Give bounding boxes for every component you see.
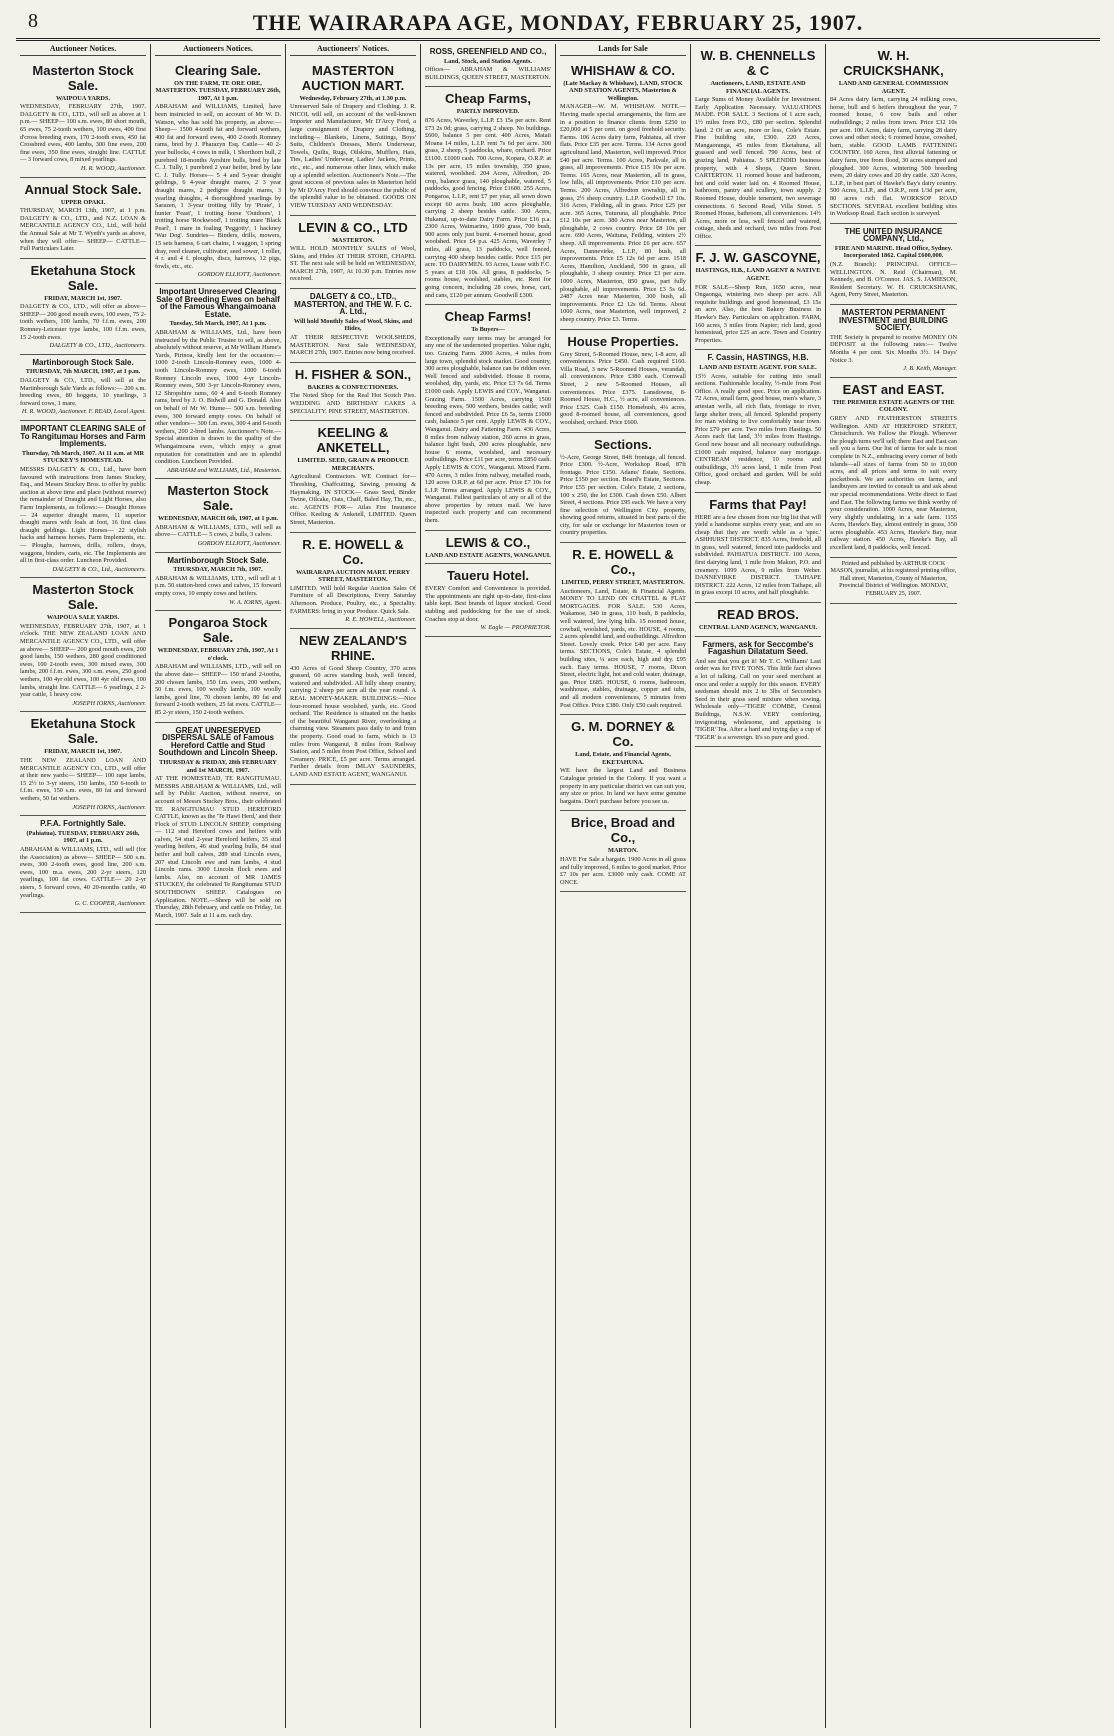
ad-body: THE Society is prepared to receive MONEY ON DEPOSIT at the following rates:— Twelve Months 4 per cent. Six Months 3½. 14 Days' Notice 3. bbox=[830, 333, 957, 364]
ad-body: 876 Acres, Waverley, L.I.P. £3 15s per acre. Rent £73 2s 0d; grass, carrying 2 sheep. No buildings. £600, balance 5 per cent. 400 Acres, Mataii Moana 14 miles, L.I.P. rent 7s 6d per acre. 300 grass, 2 sheep, 5 paddocks, whare, orchard. Price £1100. £1000 cash. 700 Acres, Kopara, O.R.P. at 13s per acre, 15 miles township, 350 grass, watered, woolshed. 204 Acres, Alfredton, 20-crop, balance grass, 140 ploughable, watered, 5 paddocks, good fencing. Price £1600. 255 Acres, Pongaroa, L.I.P., rent £7 per year, all sown down except 60 acres bush; 180 acres ploughable, carrying 2 sheep besides cattle. 300 Acres, Hukanui, up-to-date Dairy Farm. Price £16 p.a. 2300 Acres, Waimarino, 1600 grass, 700 bush, 900 acres only just burnt. 4-roomed house, good woolshed. Price £4 p.a. 425 Acres, Waverley 7 miles, all grass, 13 paddocks, well fenced, carrying 400 sheep besides cattle. Price £15 per acre. TO DAIRYMEN. 93 Acres, Lease with F.C. 5 years at £18 10s. All grass, 8 paddocks, 5-rooms house, woolshed, stables, etc. Rent for going concern, including 28 cows, horse, cart, and cans, £120 per annum. Goodwill £300. bbox=[425, 116, 551, 299]
ad-subtitle: HASTINGS, H.B., LAND AGENT & NATIVE AGENT. bbox=[695, 267, 821, 283]
ad-subtitle: WAIPOUA SALE YARDS. bbox=[46, 614, 120, 622]
ad-title: DALGETY & CO., LTD., MASTERTON, and THE W. F. C. A. Ltd., bbox=[294, 292, 412, 317]
column-header: Auctioneers' Notices. bbox=[290, 44, 416, 56]
advertisement bbox=[20, 421, 146, 578]
ad-body: GREY AND FEATHERSTON STREETS Wellington. AND AT HEREFORD STREET, Christchurch. We Follow the Plough. Wherever the plough turns we'll sell; there East and East can sell you a farm. Our list of farms for sale is most complete in N.Z., embracing every corner of both islands—all sizes of farms from 50 to 10,000 acres, and all prices and terms to suit every pocketbook. We are authorities on farms, and landbuyers are invited to consult us and ask about our special recommendations. Write direct to East and East. The following farms we think worthy of your consideration. 1000 Acres, near Masterton, very slightly undulating, in a safe farm. 1155 Acres, Hawke's Bay, almost entirely in grass, 350 acres ploughable. 453 Acres, Hawke's Bay, near railway station. 450 Acres, Hawke's Bay, all excellent land, 8 paddocks, well fenced. bbox=[830, 414, 957, 552]
newspaper-title: THE WAIRARAPA AGE, MONDAY, FEBRUARY 25, 1907. bbox=[252, 10, 864, 35]
ad-subtitle: WAIRARAPA AUCTION MART. PERRY STREET, MASTERTON. bbox=[295, 568, 411, 584]
advertisement bbox=[425, 305, 551, 530]
ad-body: LIMITED. Will hold Regular Auction Sales Of Furniture of all Descriptions, Every Saturday Afternoon. Produce, Poultry, etc., a Speciality. FARMERS: bring in your Produce. Quick Sale. bbox=[290, 584, 416, 615]
ad-title: Farms that Pay! bbox=[709, 496, 807, 512]
ad-title: House Properties. bbox=[567, 333, 679, 349]
advertisement bbox=[290, 629, 416, 785]
ad-body: AT THEIR RESPECTIVE WOOLSHEDS, MASTERTON. Next Sale WEDNESDAY, MARCH 27th, 1907. Entries now being received. bbox=[290, 334, 416, 357]
advertisement bbox=[695, 493, 821, 604]
ad-subtitle: THURSDAY, MARCH 7th, 1907. bbox=[173, 566, 263, 574]
advertisement bbox=[830, 305, 957, 378]
advertisement bbox=[830, 378, 957, 558]
ad-title: G. M. DORNEY & Co. bbox=[571, 719, 675, 750]
ad-subtitle: LAND AND ESTATE AGENT. FOR SALE. bbox=[699, 364, 817, 371]
ad-subtitle: FRIDAY, MARCH 1st, 1907. bbox=[44, 748, 122, 756]
ad-body: HERE are a few chosen from our big list that will yield a handsome surplus every year, and are so cheap that they are worth while as a 'spec.' ASHHURST DISTRICT. 835 Acres, freehold, all in grass, well watered, fenced into paddocks and subdivided. PAHIATUA DISTRICT. 100 Acres, first dairying land, 1 mile from Makuri, P.O. and creamery. 1099 Acres, 9 miles from Weber. DANNEVIRKE DISTRICT. TAIHAPE DISTRICT. 222 Acres, 12 miles from Taihape, all in grass except 10 acres, and half ploughable. bbox=[695, 513, 821, 597]
ad-title: Eketahuna Stock Sale. bbox=[30, 262, 136, 293]
ad-subtitle: FIRE AND MARINE. Head Office, Sydney. Incorporated 1862. Capital £600,000. bbox=[834, 244, 953, 260]
column-2 bbox=[151, 44, 286, 1728]
ad-body: DALGETY & CO., LTD., will sell at the Martinborough Sale Yards as follows:— 200 s.m. breeding ewes, 80 hoggets, 10 yearlings, 3 forward cows, 1 mare. bbox=[20, 377, 146, 407]
ad-subtitle: LAND AND GENERAL COMMISSION AGENT. bbox=[838, 80, 949, 95]
ad-body: Unreserved Sale of Drapery and Clothing. J. R. NICOL will sell, on account of the well-known Importer and Manufacturer, Mr D'Arcy Ford, a large consignment of Drapery and Clothing, including— Blankets, Linens, Suitings, Boys' Suits, Children's Dresses, Men's Underwear, Towels, Quilts, Rugs, Oilskins, Mufflers, Hats, Ties, Ladies' Underwear, Ladies' Jackets, Prints, etc., etc., and numerous other lines, which make up a splendid selection. Auctioneer's Note.—The great success of previous sales in Masterton held by Mr D'Arcy Ford should convince the public of the splendid value to be obtained. GOODS ON VIEW TUESDAY AND WEDNESDAY. bbox=[290, 103, 416, 209]
advertisement bbox=[695, 246, 821, 350]
ad-title: Cheap Farms, bbox=[445, 91, 531, 107]
ad-subtitle: Will hold Monthly Sales of Wool, Skins, and Hides, bbox=[293, 317, 413, 333]
advertisement bbox=[425, 44, 551, 87]
ad-signature: JOSEPH IORNS, Auctioneer. bbox=[72, 699, 146, 707]
ad-title: LEVIN & CO., LTD bbox=[298, 219, 408, 235]
advertisement bbox=[290, 216, 416, 290]
ad-subtitle: THURSDAY & FRIDAY, 28th FEBRUARY and 1st MARCH, 1907. bbox=[159, 758, 277, 774]
ad-body: WE have the largest Land and Business Catalogue printed in the Colony. If you want a property in any particular district we can suit you, any size or price. In land we have some genuine bargains. Don't purchase before you see us. bbox=[560, 767, 686, 805]
advertisement bbox=[695, 603, 821, 637]
advertisement bbox=[560, 59, 686, 330]
ad-body: Exceptionally easy terms may be arranged for any one of the undernoted properties. Value right, too. Grazing Farm. 2000 Acres, 4 miles from large town, splendid stock market. Good country, 300 acres ploughable, balance can be ridden over. Well fenced and subdivided. House 8 rooms, woolshed, dip, yards, etc. Price £3 7s 6d. Terms £1000 cash. Apply LEWIS and COY., Wanganui. Grazing Farm. 1500 Acres, carrying 1500 breeding ewes, 500 wethers, besides cattle; well fenced and subdivided. Price £6 5s, terms £1000 cash, balance 5 per cent. Apply LEWIS & COY., Wanganui. Dairy and Fattening Farm. 436 Acres, 8 miles from railway station, 260 acres in grass, balance light bush, 200 acres ploughable, new house 6 rooms, woolshed, and necessary outbuildings. Price £11 per acre, terms £850 cash. Apply LEWIS & COY., Wanganui. Mixed Farm. 470 Acres, 3 miles from railway, metalled roads, 120 acres O.R.P. at 6d per acre. Price £7 10s for L.I.P. Terms arranged. Apply LEWIS & COY., Wanganui. Fullest particulars of any or all of the above properties by return mail. We have inspected each property and can recommend them. bbox=[425, 334, 551, 525]
ad-body: 84 Acres dairy farm, carrying 24 milking cows, horse, bull and 6 heifers throughout the year, 7 roomed house, 6 cow bails and other outbuildings; 2 miles from town. Price £32 10s per acre. 100 Acres, dairy farm, carrying 28 dairy cows and other stock; 6 roomed house, cowshed, barn, stable. GOOD LAMB FATTENING COUNTRY. 160 Acres, first alluvial fattening or dairy farm, tree from flood, 30 acres stumped and ploughed. 300 Acres, wintering 500 breeding ewes, 20 dairy cows and 20 dry cattle. 320 Acres, L.I.P., in best part of Hawke's Bay's dairy country. 500 Acres, L.I.P., and O.R.P., rent 1/3d per acre, 80 acres rich flat. WORKSOP ROAD SECTIONS. SEVERAL excellent building sites in Worksop Road. Each section is surveyed. bbox=[830, 96, 957, 218]
ad-title: MASTERTON AUCTION MART. bbox=[301, 62, 405, 93]
ad-title: Taueru Hotel. bbox=[446, 568, 530, 584]
column-6 bbox=[691, 44, 826, 1728]
ad-subtitle: (Pahiatua). TUESDAY, FEBRUARY 26th, 1907, at 1 p.m. bbox=[26, 829, 140, 845]
page-number: 8 bbox=[28, 10, 38, 32]
ad-body: EVERY Comfort and Convenience is provided. The appointments are right up-to-date, first-class table kept. Best brands of liquor stocked. Good stabling and paddocking for the use of stock. Coaches stop at door. bbox=[425, 585, 551, 623]
ad-title: READ BROS. bbox=[717, 607, 799, 623]
ad-subtitle: LIMITED. SEED, GRAIN & PRODUCE MERCHANTS. bbox=[297, 457, 409, 472]
ad-title: Masterton Stock Sale. bbox=[167, 483, 269, 514]
advertisement bbox=[290, 363, 416, 421]
advertisement bbox=[695, 44, 821, 246]
advertisement bbox=[20, 578, 146, 712]
ad-body: Auctioneers, Land, Estate, & Financial Agents. MONEY TO LEND ON CHATTEL & FLAT MORTGAGES. FOR SALE. 530 Acres, Wakamoe, 340 in grass, 110 bush, 8 paddocks, well watered, low lying hills. 15 roomed house, cowbail, woolshed, yards, etc. HOUSE, 4 rooms, 2 acres splendid land, and outbuildings. Alfredton Street. Lovely creek. Price £40 per acre. Easy terms. SECTIONS, Cole's Estate, 4 splendid building sites, ¼ acre each, high and dry. £95 each. Easy terms. HOUSE, 7 rooms, Dixon Street, electric light, hot and cold water, drainage, gas. Price £685. HOUSE, 6 rooms, bathroom, washhouse, stables, drainage, copper and tubs, and all modern conveniences, 5 minutes from Post Office. Price £380. Only £50 cash required. bbox=[560, 587, 686, 709]
advertisement bbox=[560, 330, 686, 433]
advertisement bbox=[155, 479, 281, 552]
ad-title: F. J. W. GASCOYNE, bbox=[695, 250, 821, 266]
advertisement bbox=[155, 59, 281, 284]
ad-signature: H. R. WOOD, Auctioneer. F. READ, Local Agent. bbox=[21, 408, 146, 416]
ad-subtitle: Thursday, 7th March, 1907. At 11 a.m. at MR STUCKEY'S HOMESTEAD. bbox=[21, 449, 145, 465]
ad-signature: ABRAHAM and WILLIAMS, Ltd., Masterton. bbox=[166, 466, 281, 474]
printer-imprint: Printed and published by ARTHUR COCK MASON, journalist, at his registered printing office, Hall street, Masterton, County of Masterton, Provincial District of Wellington. MONDAY, FEBRUARY 25, 1907. bbox=[830, 558, 957, 604]
ad-body: Large Sums of Money Available for Investment. Early Application Necessary. VALUATIONS MADE. FOR SALE. 3 Sections of 1 acre each, 1½ miles from P.O., £80 per section. Splendid land. 2 Of an acre, more or less, Cole's Estate. Fine building site, £300. 220 Acres, Mangaoranga, 45 miles from Eketahuna, all grassed and well fenced. 790 Acres, best of grazing land, Pahiatua. 5 SPLENDID business property, with 4 Shops, Queen Street. CARTERTON. 11 roomed house and bathroom, hot and cold water laid on. 4 Roomed House, bathroom, pantry and scullery, town supply. 2 Roomed House, double tenement, two sewerage connections. 6 Second Road, Villa Street. 5 Roomed House, bathroom, all conveniences. 14½ Acres, more or less, well fenced and watered, cottage, sheds and orchard, two miles from Post Office. bbox=[695, 96, 821, 240]
ad-signature: G. C. COOPER, Auctioneer. bbox=[74, 900, 146, 908]
ad-subtitle: UPPER OPAKI. bbox=[60, 198, 106, 206]
ad-body: WILL HOLD MONTHLY SALES of Wool, Skins, and Hides AT THEIR STORE, CHAPEL ST. The next sale will be held on WEDNESDAY, MARCH 27th, 1907, At 10.30 p.m. Entries now received. bbox=[290, 245, 416, 283]
ad-body: MANAGER—W. M. WHISHAW. NOTE.—Having made special arrangements, the firm are in a position to finance clients from £250 to £20,000 at 5 per cent. on good freehold security. Farms. 106 Acres dairy farm, Pahiatua, all river flats. Price £35 per acre. Terms. 134 Acres good agricultural land, Masterton, well improved. Price £40 per acre. Terms. 100 Acres, Parkvale, all in grass, all improvements. Price £15 10s per acre. Terms. 165 Acres, near Masterton, all in grass, low hills, all improvements. Price £10 per acre. Terms. 200 Acres, Alfredton township, all in grass, 2½ sheep country. L.I.P. Goodwill £7 10s. 316 Acres, Fielding, all in grass. Price £25 per acre. 365 Acres, Tuturuna, all ploughable. Price £12 10s per acre. 380 Acres near Masterton, all ploughable, 2 cows country. Price £8 10s per acre. 690 Acres, Waituna, Feilding, winters 2½ sheep. All improvements. Price £6 per acre. 657 Acres, Dannevirke, L.I.P., 80 bush, all improvements. Price £5 12s 6d per acre. 1518 Acres, Hamilton, Auckland, 500 in grass, all ploughable, 3 sheep country. Price £3 per acre. 1000 Acres, Masterton, 850 grass, part fully ploughable, all improvements. Price £3 5s 6d. 2487 Acres near Masterton, 300 bush, all improvements. Price £2 12s 6d. Terms. About 1000 Acres, near Masterton, well improved, 2 sheep country. Price £3. Terms. bbox=[560, 103, 686, 323]
column-3 bbox=[286, 44, 421, 1728]
ad-body: ABRAHAM & WILLIAMS, Ltd., have been instructed by the Public Trustee to sell, as above, absolutely without reserve, at Mr William Hume's Yards, Pirinoa, kindly lent for the occasion:— 1000 2-tooth Lincoln-Romney ewes, 1000 4-tooth Lincoln-Romney ewes, 1000 6-tooth Romney Lincoln ewes, 1000 4-yr Lincoln-Romney ewes, 500 3-yr Lincoln-Romney ewes, 12 Shropshire rams, 60 4 and 6-tooth Romney rams, bred by J. O. Bidwill and G. Donald. Also on behalf of Mr W. Hume— 500 s.m. breeding ewes, 300 forward empty cows. On behalf of other vendors— 300 f.m. ewes, 300 4 and 6-tooth wethers, 200 2-bred lambs. Auctioneer's Note.—Special attention is drawn to the quality of the Whangaimoana ewes, which enjoy a great reputation for constitution and are in splendid condition. Luncheon Provided. bbox=[155, 329, 281, 466]
ad-subtitle: MARTON. bbox=[608, 847, 638, 855]
advertisement bbox=[155, 723, 281, 926]
ad-title: F. Cassin, HASTINGS, H.B. bbox=[707, 353, 809, 363]
advertisement bbox=[695, 350, 821, 492]
ad-body: Agricultural Contractors. WE Contract for— Threshing, Chaffcutting, Sawing, pressing & Haymaking. IN STOCK— Grass Seed, Binder Twine, Oilcake, Oats, Chaff, Baled Hay, Tin, etc., etc. AGENTS FOR— Atlas Fire Insurance Office. Keeling & Anketell, LIMITED. Queen Street, Masterton. bbox=[290, 473, 416, 526]
ad-body: 430 Acres of Good Sheep Country, 370 acres grassed, 60 acres standing bush, well fenced, watered and subdivided. All hilly sheep country, carrying 2 sheep per acre all the year round. A REAL MONEY-MAKER. BUILDINGS:—Nice four-roomed house woolshed, yards, etc. Good orchard. The Residence is situated on the banks of the beautiful Wanganui River, overlooking a charming view. Steamers pass daily to and from the property. Good road to farm, which is 13 miles from Wanganui, 8 miles from Railway Station, and 5 miles from Post Office, School and Creamery. PRICE, £5 per acre. Terms arranged. Further details from IMLAY SAUNDERS, LAND AND ESTATE AGENT, WANGANUI. bbox=[290, 664, 416, 778]
advertisement bbox=[290, 59, 416, 216]
ad-subtitle: CENTRAL LAND AGENCY, WANGANUI. bbox=[698, 624, 818, 632]
ad-title: Brice, Broad and Co., bbox=[570, 815, 676, 846]
advertisement bbox=[155, 611, 281, 722]
ad-signature: W. A. IORNS, Agent. bbox=[229, 598, 281, 606]
advertisement bbox=[155, 284, 281, 479]
ad-subtitle: Auctioneers, LAND, ESTATE AND FINANCIAL AGENTS. bbox=[710, 80, 806, 95]
ad-subtitle: Wednesday, February 27th, at 1.30 p.m. bbox=[299, 94, 407, 102]
ad-title: GREAT UNRESERVED DISPERSAL SALE of Famous Hereford Cattle and Stud Southdown and Lincoln Sheep. bbox=[158, 725, 278, 758]
advertisement bbox=[20, 816, 146, 913]
column-4 bbox=[421, 44, 556, 1728]
ad-title: Martinborough Stock Sale. bbox=[167, 555, 269, 565]
ad-body: ABRAHAM & WILLIAMS, LTD., will sell at 1 p.m. 50 station-bred cows and calves, 15 forward empty cows, 10 empty cows and heifers. bbox=[155, 574, 281, 598]
ad-subtitle: (Late Mackay & Whishaw), LAND, STOCK AND STATION AGENTS, Masterton & Wellington. bbox=[563, 79, 683, 102]
ad-subtitle: PARTLY IMPROVED. bbox=[456, 108, 520, 116]
ad-body: 15½ Acres, suitable for cutting into small sections. Fashionable locality, ½-mile from Post Office. A really good spec. Price on application. 72 Acres, small farm, good house, men's whare, 3 artesian wells, all rich flats, frontage to river, large shelter trees, all fenced. Splendid property for man wishing to live comfortably near town. Price £70 per acre. Two miles from Hastings. 50 Acres each flat land, 3½ miles from Hastings. Good new house and all necessary outbuildings. £1000 cash required, balance easy mortgage. CENTREAM residence, 10 rooms and outbuildings, 3½ acres land, 1 mile from Post Office, good orchard and garden. Will be sold cheap. bbox=[695, 372, 821, 486]
ad-title: Farmers, ask for Seccombe's Fagashun Dilatatum Seed. bbox=[702, 639, 814, 657]
ad-subtitle: MASTERTON. bbox=[332, 236, 374, 244]
advertisement bbox=[425, 531, 551, 565]
ad-subtitle: ON THE FARM, TE ORE ORE, MASTERTON. TUESDAY, FEBRUARY 26th, 1907, At 1 p.m. bbox=[155, 79, 281, 102]
column-1 bbox=[16, 44, 151, 1728]
ad-title: Masterton Stock Sale. bbox=[32, 582, 134, 613]
ad-body: WEDNESDAY, FEBRUARY 27th, 1907. DALGETY & CO., LTD., will sell as above at 1 p.m.— SHEEP— 100 s.m. ewes, 80 short mouth, 65 ewes, 75 2-tooth wethers, 100 ewes, 400 first d'cross breeding ewes, 170 2-tooth ewes, 450 fat Crossbred ewes, 400 lambs, 300 fine ewes, 200 fine ewes, 350 fine ewes, straight line. CATTLE— 3 forward cows, 8 mixed yearlings. bbox=[20, 103, 146, 164]
ad-subtitle: Land, Estate, and Financial Agents, EKETAHUNA. bbox=[575, 751, 671, 766]
ad-title: H. FISHER & SON., bbox=[294, 366, 412, 382]
ad-body: FOR SALE—Sheep Run, 1650 acres, near Ongaonga, wintering two sheep per acre. All requisite buildings and good homestead, £3 15s an acre. Also, the best Bakery Business in Hawke's Bay. Particulars on application. FARM, 160 acres, 3 miles from Napier; rich land, good homestead, price £25 an acre. Town and Country Properties. bbox=[695, 283, 821, 344]
ad-subtitle: LIMITED, PERRY STREET, MASTERTON. bbox=[561, 579, 685, 587]
ad-body: DALGETY & CO., LTD., will offer as above— SHEEP— 200 good mouth ewes, 100 ewes, 75 2-tooth wethers, 100 lambs, 70 f.f.m. ewes, 200 Romney-Leicester type lambs, 100 f.f.m. ewes, 15 2-tooth ewes. bbox=[20, 303, 146, 341]
ad-title: R. E. HOWELL & Co., bbox=[572, 547, 674, 578]
advertisement bbox=[560, 433, 686, 544]
ad-signature: DALGETY & CO., Ltd., Auctioneers. bbox=[52, 565, 146, 573]
column-header: Lands for Sale bbox=[560, 44, 686, 56]
ad-title: THE UNITED INSURANCE COMPANY, Ltd., bbox=[844, 226, 943, 244]
ad-subtitle: WAIPOUA YARDS. bbox=[55, 94, 111, 102]
advertisement bbox=[830, 224, 957, 305]
ad-body: ½-Acre, George Street, 84ft frontage, all fenced. Price £300. ½-Acre, Workshop Road, 87ft frontage. Price £150. Adams' Estate, Sections. Price £150 per section. Board's Estate, Sections. Price £55 per section. Cole's Estate, 2 sections, 100 x 250, the lot £300. Cash down £50. Albert Street, 4 sections. Price £95 each. We have a very fine selection of Wellington City property, showing good returns, situated in best parts of the city, for sale or exchange for Masterton town or country properties. bbox=[560, 453, 686, 537]
ad-signature: GORDON ELLIOTT, Auctioneer. bbox=[197, 540, 281, 548]
ad-signature: JOSEPH IORNS, Auctioneer. bbox=[72, 803, 146, 811]
ad-title: Clearing Sale. bbox=[175, 62, 261, 78]
ad-subtitle: To Buyers— bbox=[471, 326, 505, 334]
ad-title: Important Unreserved Clearing Sale of Breeding Ewes on behalf of the Famous Whangaimoana Estate. bbox=[156, 287, 280, 319]
ad-title: R. E. HOWELL & Co. bbox=[302, 536, 404, 567]
advertisement bbox=[155, 553, 281, 612]
ad-title: IMPORTANT CLEARING SALE of To Rangitumau Horses and Farm Implements. bbox=[20, 424, 146, 449]
ad-title: ROSS, GREENFIELD AND CO., bbox=[429, 47, 547, 56]
advertisement bbox=[425, 564, 551, 637]
ad-subtitle: Tuesday, 5th March, 1907, At 1 p.m. bbox=[169, 320, 267, 328]
ad-title: WHISHAW & CO. bbox=[571, 62, 675, 78]
ad-body: Offices— ABRAHAM & WILLIAMS' BUILDINGS, QUEEN STREET, MASTERTON. bbox=[425, 66, 551, 81]
advertisement bbox=[695, 637, 821, 748]
ad-body: And see that you get it! Mr T. C. Williams' Last order was for FIVE TONS. This little fact shows a lot of talking. Call on your seed merchant at once and order a supply for this season. EVERY seedsman should mix 2 to 3lbs of Seccombe's Seed in their grass seed mixture when sowing. Wholesale only—'TIGER' COMBE, Central Buildings, N.S.W. VERY comforting, invigorating, wholesome, and appetising is 'TIGER' Tea. After a hard and trying day a cup of 'TIGER' is a sovereign. It's so pure and good. bbox=[695, 657, 821, 741]
ad-body: The Noted Shop for the Real Hot Scotch Pies. WEDDING AND BIRTHDAY CAKES A SPECIALITY. PINE STREET, MASTERTON. bbox=[290, 392, 416, 415]
ad-signature: W. Eagle — PROPRIETOR. bbox=[480, 624, 551, 632]
ad-signature: R. E. HOWELL, Auctioneer. bbox=[345, 616, 416, 624]
ad-body: HAVE For Sale a bargain. 1900 Acres in all grass and fully improved, 6 miles to good market. Price £7 10s per acre. £3000 only cash. COME AT ONCE. bbox=[560, 855, 686, 886]
ad-body: AT THE HOMESTEAD, TE RANGITUMAU. MESSRS ABRAHAM & WILLIAMS, Ltd., will sell by Public Auction, without reserve, on account of Messrs Stuckey Bros., their celebrated TE RANGITUMAU STUD HEREFORD CATTLE, known as the 'Te Hawi Herd,' and their Flock of STUD LINCOLN SHEEP, comprising— 112 stud Hereford cows and heifers with calves, 54 stud 2-year Hereford heifers, 35 stud yearling heifers, 46 stud yearling bulls, 84 stud heifer and bull calves, 289 stud Lincoln ewes, 207 stud Lincoln ewe and ram lambs, 4 stud Lincoln rams. 3000 Lincoln flock ewes and lambs. Also, on account of MR JAMES STUCKEY, the celebrated Te Rangitumau STUD SOUTHDOWN SHEEP. Catalogues on Application. NOTE.—Sheep will be sold on Thursday, 28th February, and cattle on Friday, 1st March, 1907. Sale at 11 a.m. each day. bbox=[155, 775, 281, 919]
ad-body: WEDNESDAY, FEBRUARY 27th, 1907, at 1 o'clock. THE NEW ZEALAND LOAN AND MERCANTILE AGENCY CO., LTD., will offer as above— SHEEP— 200 good mouth ewes, 200 good lambs, 150 wethers, 280 good conditioned ewes, 100 2-tooth ewes, 300 mixed ewes, 300 lambs, 200 f.f.m. ewes, 300 s.m. ewes, 250 good wethers, 100 4yr old ewes, 100 4yr old ewes, 100 lambs, straight line. CATTLE— 6 yearlings, 2 2-year cattle, 1 heavy cow. bbox=[20, 622, 146, 699]
column-5 bbox=[556, 44, 691, 1728]
ad-signature: J. B. Keith, Manager. bbox=[903, 365, 957, 373]
ad-body: THURSDAY, MARCH 13th, 1907, at 1 p.m. DALGETY & CO., LTD., and N.Z. LOAN & MERCANTILE AGENCY CO., Ltd., will hold the Annual Sale at Mr T. Wyeth's yards as above, when they will offer— SHEEP— CATTLE— Full Particulars Later. bbox=[20, 207, 146, 253]
ad-subtitle: WEDNESDAY, FEBRUARY 27th, 1907, At 1 o'clock. bbox=[157, 647, 279, 662]
advertisement bbox=[560, 715, 686, 811]
masthead bbox=[16, 8, 1100, 41]
ad-title: EAST and EAST. bbox=[842, 381, 945, 397]
advertisement bbox=[560, 543, 686, 715]
advertisement bbox=[830, 44, 957, 224]
ad-title: Pongaroa Stock Sale. bbox=[168, 615, 268, 646]
ad-title: W. B. CHENNELLS & C bbox=[700, 48, 816, 78]
ad-title: Annual Stock Sale. bbox=[24, 181, 142, 197]
columns-container bbox=[16, 44, 1100, 1728]
ad-title: Masterton Stock Sale. bbox=[32, 62, 134, 93]
advertisement bbox=[425, 87, 551, 305]
advertisement bbox=[20, 712, 146, 816]
ad-body: ABRAHAM and WILLIAMS, LTD., will sell on the above date— SHEEP— 150 m'and 2-tooths, 200 chosen lambs, 150 f.m. ewes, 200 wethers, 50 f.m. ewes, 100 woolly lambs, 100 woolly lambs, good line, 70 chosen lambs, 80 fat and forward 2-tooth wethers, 25 fat ewes. CATTLE— 85 2-yr steers, 150 2-tooth wethers. bbox=[155, 663, 281, 716]
ad-subtitle: WEDNESDAY, MARCH 6th, 1907, at 1 p.m. bbox=[157, 515, 279, 523]
ad-signature: H. R. WOOD, Auctioneer. bbox=[80, 164, 146, 172]
ad-body: ABRAHAM & WILLIAMS, LTD., will sell (for the Association) as above— SHEEP— 500 s.m. ewes, 300 2-tooth ewes, good line, 200 s.m. ewes, 100 m.a. ewes, 200 2-yr steers, 120 yearlings, 100 fat cows. CATTLE— 20 2-yr steers, 5 forward cows, 40 20-months cattle, 40 yearlings. bbox=[20, 845, 146, 899]
advertisement bbox=[20, 355, 146, 421]
ad-title: Cheap Farms! bbox=[444, 309, 532, 325]
ad-subtitle: THURSDAY, 7th MARCH, 1907, at 1 p.m. bbox=[25, 368, 141, 376]
ad-subtitle: LAND AND ESTATE AGENTS, WANGANUI. bbox=[425, 551, 551, 559]
ad-title: W. H. CRUICKSHANK, bbox=[843, 48, 944, 78]
column-header: Auctioneer Notices. bbox=[20, 44, 146, 56]
advertisement bbox=[20, 178, 146, 259]
ad-signature: DALGETY & CO., LTD., Auctioneers. bbox=[49, 342, 146, 350]
ad-body: Grey Street, 5-Roomed House, new, 1-8 acre, all conveniences. Price £450. Cash required £160. Villa Road, 3 new 5-Roomed Houses, verandah, all conveniences. Price £380 each. Cornwall Street, 2 new 5-Roomed Houses, all conveniences. Price £375. Lansdowne, 8-Roomed House, H.C., ½ acre, all conveniences. Price £325. Cash £150. Homebush, 4¼ acres, good 8-roomed house, all conveniences, good woolshed, orchard. Price £600. bbox=[560, 350, 686, 426]
ad-title: LEWIS & CO., bbox=[445, 534, 531, 550]
ad-body: (N.Z. Branch): PRINCIPAL OFFICE—WELLINGTON. N. Reid (Chairman), M. Kennedy, and B. O'Connor. JAS. S. JAMIESON, Resident Secretary. W. H. CRUICKSHANK, Agent, Perry Street, Masterton. bbox=[830, 261, 957, 299]
ad-body: THE NEW ZEALAND LOAN AND MERCANTILE AGENCY CO., LTD., will offer at their new yards:— SHEEP— 100 rape lambs, 15 2½ to 3-yr steers, 150 lambs, 150 6-tooth to f.f.m. ewes, 150 s.m. ewes, 80 fat and forward wethers, 50 fat wethers. bbox=[20, 757, 146, 802]
advertisement bbox=[290, 533, 416, 629]
ad-title: P.F.A. Fortnightly Sale. bbox=[40, 819, 126, 829]
ad-subtitle: BAKERS & CONFECTIONERS. bbox=[307, 383, 399, 391]
ad-title: Martinborough Stock Sale. bbox=[32, 357, 134, 367]
ad-subtitle: FRIDAY, MARCH 1st, 1907. bbox=[44, 294, 122, 302]
ad-title: KEELING & ANKETELL, bbox=[316, 425, 390, 456]
ad-body: ABRAHAM & WILLIAMS, LTD., will sell as above— CATTLE— 5 cows, 2 bulls, 3 calves. bbox=[155, 523, 281, 539]
ad-body: ABRAHAM and WILLIAMS, Limited, have been instructed to sell, on account of Mr W. D. Watson, who has sold his property, as above:— Sheep— 1500 4-tooth fat and forward wethers, 400 fat and forward ewes, 400 2-tooth Romney rams, bred by J. Pharazyn Esq. Cattle— 40 2-year bullocks, 4 cows in milk, 1 Shorthorn bull, 2 purebred 18-months Ayrshire bulls, bred by late C. J. Tully, 1 purebred 2 year heifer, bred by late C. J. Tully. Horses— 5 4 and 5-year draught geldings, 6 4-year draught mares, 2 3 year draught mares, 2 pedigree draught mares, 3 yearling draughts, 4 thoroughbred yearlings by Sarazen, 1 3-year trotting filly by 'Pirate', 1 hunter 'Feast', 1 trotting horse 'Outdoors', 1 trotting horse 'Rockwood', 1 trotting mare 'Black Pearl', 1 mare in foaling 'Peggotty', 1 hackney 'War Dog'. Sundries— Binders, drills, mowers, 15 sets harness, 6 cart chains, 1 waggon, 1 spring dray, reed cleaner, cultivator, seed sower, 1 roller, 4 r. and 4 f. ploughs, discs, harrows, 12 pigs, fowls, etc., etc. bbox=[155, 103, 281, 270]
ad-title: Sections. bbox=[594, 436, 652, 452]
ad-body: MESSRS DALGETY & CO., Ltd., have been favoured with instructions from James Stuckey, Esq., and Messrs Stuckey Bros. to offer by public auction at above time and place (without reserve) the remainder of Draught and Light Horses, also Farm Implements, as follows:— Draught Horses — 24 superior draught mares, 11 superior draught mares with foals at foot, 16 first class draught geldings. Light Horses— 22 stylish hacks and harness horses. Farm Implements, etc.— Ploughs, harrows, drills, rollers, drays, waggons, binders, carts, etc. The Implements are all in first-class order. Luncheon Provided. bbox=[20, 465, 146, 565]
column-header: Auctioneers Notices. bbox=[155, 44, 281, 56]
advertisement bbox=[20, 259, 146, 355]
ad-signature: GORDON ELLIOTT, Auctioneer. bbox=[197, 271, 281, 279]
advertisement bbox=[290, 421, 416, 532]
ad-title: NEW ZEALAND'S RHINE. bbox=[299, 632, 407, 663]
column-7 bbox=[826, 44, 961, 1728]
ad-title: Eketahuna Stock Sale. bbox=[30, 716, 136, 747]
ad-title: MASTERTON PERMANENT INVESTMENT and BUILDING SOCIETY. bbox=[839, 308, 948, 333]
advertisement bbox=[560, 811, 686, 892]
ad-subtitle: Land, Stock, and Station Agents. bbox=[443, 57, 532, 65]
newspaper-page bbox=[16, 8, 1100, 1730]
advertisement bbox=[20, 59, 146, 178]
advertisement bbox=[290, 289, 416, 363]
ad-subtitle: THE PREMIER ESTATE AGENTS OF THE COLONY. bbox=[832, 398, 955, 414]
